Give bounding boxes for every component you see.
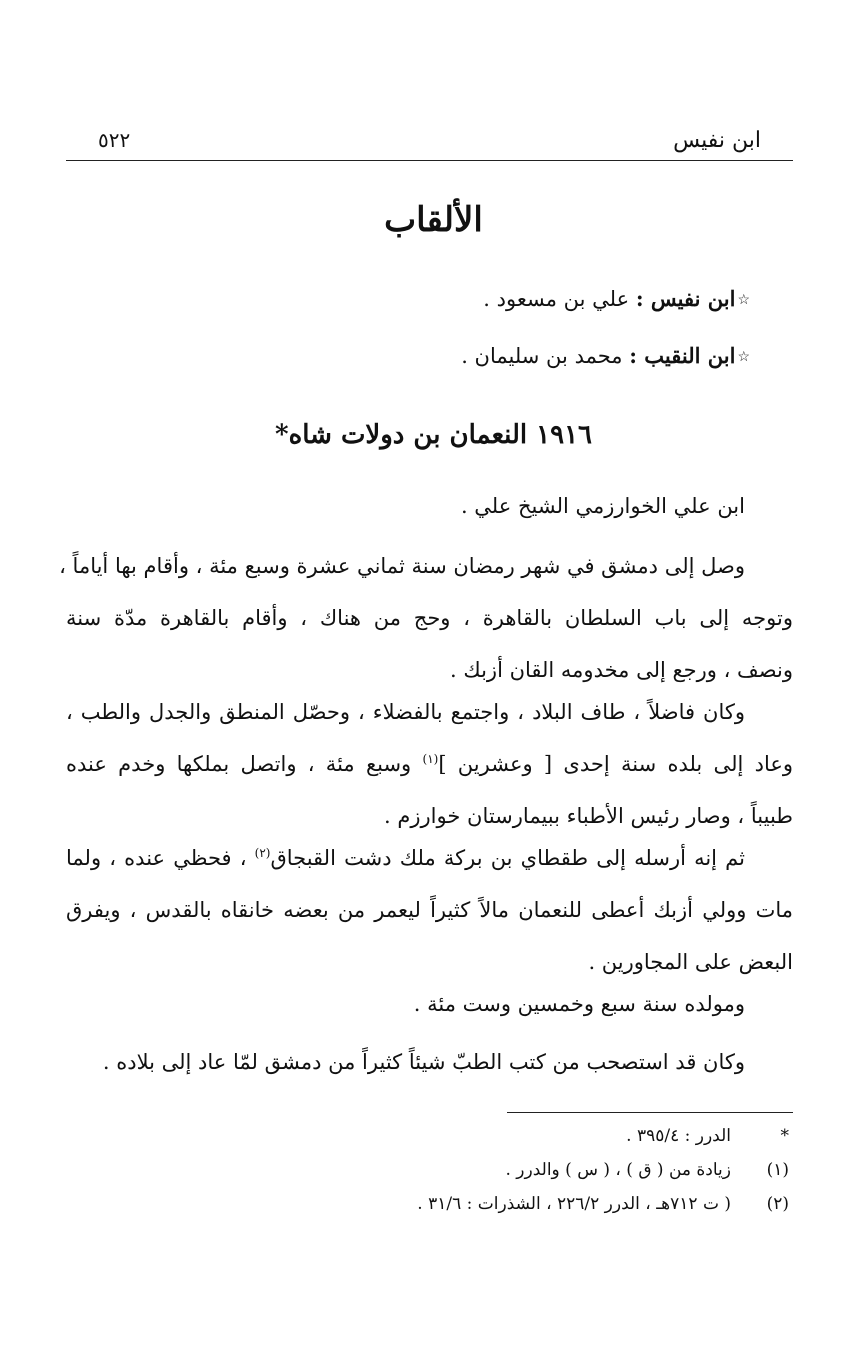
text-line: طبيباً ، وصار رئيس الأطباء ببيمارستان خوارزم .	[384, 804, 793, 828]
entry-reference: علي بن مسعود .	[483, 287, 630, 311]
text-line: وكان فاضلاً ، طاف البلاد ، واجتمع بالفضلاء ، وحصّل المنطق والجدل والطب ،	[66, 700, 745, 724]
footnote-text: ( ت ٧١٢هـ ، الدرر ٢٢٦/٢ ، الشذرات : ٣١/٦ .	[417, 1194, 731, 1214]
footnote-divider	[507, 1112, 793, 1113]
footnote-mark: *	[780, 1126, 789, 1146]
footnote-ref-2: (٢)	[254, 846, 271, 860]
text-line: البعض على المجاورين .	[588, 950, 793, 974]
section-title: الألقاب	[384, 200, 483, 240]
biography-heading: ١٩١٦ النعمان بن دولات شاه*	[274, 420, 593, 450]
text-line: وتوجه إلى باب السلطان بالقاهرة ، وحج من هناك ، وأقام بالقاهرة مدّة سنة	[66, 606, 793, 630]
entry-name: ابن نفيس :	[635, 286, 736, 311]
text-line: وكان قد استصحب من كتب الطبّ شيئاً كثيراً من دمشق لمّا عاد إلى بلاده .	[102, 1050, 745, 1074]
text-line: وصل إلى دمشق في شهر رمضان سنة ثماني عشرة وسبع مئة ، وأقام بها أياماً ،	[59, 554, 745, 578]
running-title: ابن نفيس	[673, 128, 761, 153]
entry-name: ابن النقيب :	[629, 343, 736, 368]
text-line: وعاد إلى بلده سنة إحدى [ وعشرين ]$^{(١)}$ وسبع مئة ، واتصل بملكها وخدم عنده	[66, 752, 794, 776]
text-line: ابن علي الخوارزمي الشيخ علي .	[460, 494, 745, 518]
paragraph-travel	[59, 540, 793, 696]
entry-reference: محمد بن سليمان .	[461, 344, 623, 368]
footnote-mark: (٢)	[766, 1194, 789, 1214]
text-line: ثم إنه أرسله إلى طقطاي بن بركة ملك دشت القبجاق$^{(٢)}$ ، فحظي عنده ، ولما	[66, 846, 745, 870]
star-icon: ☆	[737, 349, 750, 365]
footnote-text: الدرر : ٣٩٥/٤ .	[626, 1126, 731, 1146]
paragraph-birth	[66, 978, 793, 1030]
paragraph-books	[66, 1036, 793, 1088]
footnote-mark: (١)	[766, 1160, 789, 1180]
star-icon: ☆	[737, 292, 750, 308]
entry-ibn-naqib	[461, 343, 750, 368]
text-line: مات وولي أزبك أعطى للنعمان مالاً كثيراً ليعمر من بعضه خانقاه بالقدس ، ويفرق	[66, 898, 793, 922]
footnote-text: زيادة من ( ق ) ، ( س ) والدرر .	[505, 1160, 731, 1180]
text-line: ومولده سنة سبع وخمسين وست مئة .	[413, 992, 745, 1016]
footnote-1	[74, 1160, 793, 1192]
text-line: ونصف ، ورجع إلى مخدومه القان أزبك .	[450, 658, 793, 682]
paragraph-lineage	[66, 480, 793, 532]
paragraph-mission	[66, 832, 793, 988]
header-divider	[66, 160, 793, 161]
entry-ibn-nafis	[483, 286, 750, 311]
footnote-ref-1: (١)	[422, 752, 439, 766]
paragraph-career	[66, 686, 793, 842]
footnote-2	[74, 1194, 793, 1226]
footnote-source	[74, 1126, 793, 1158]
page-number: ٥٢٢	[98, 128, 131, 152]
